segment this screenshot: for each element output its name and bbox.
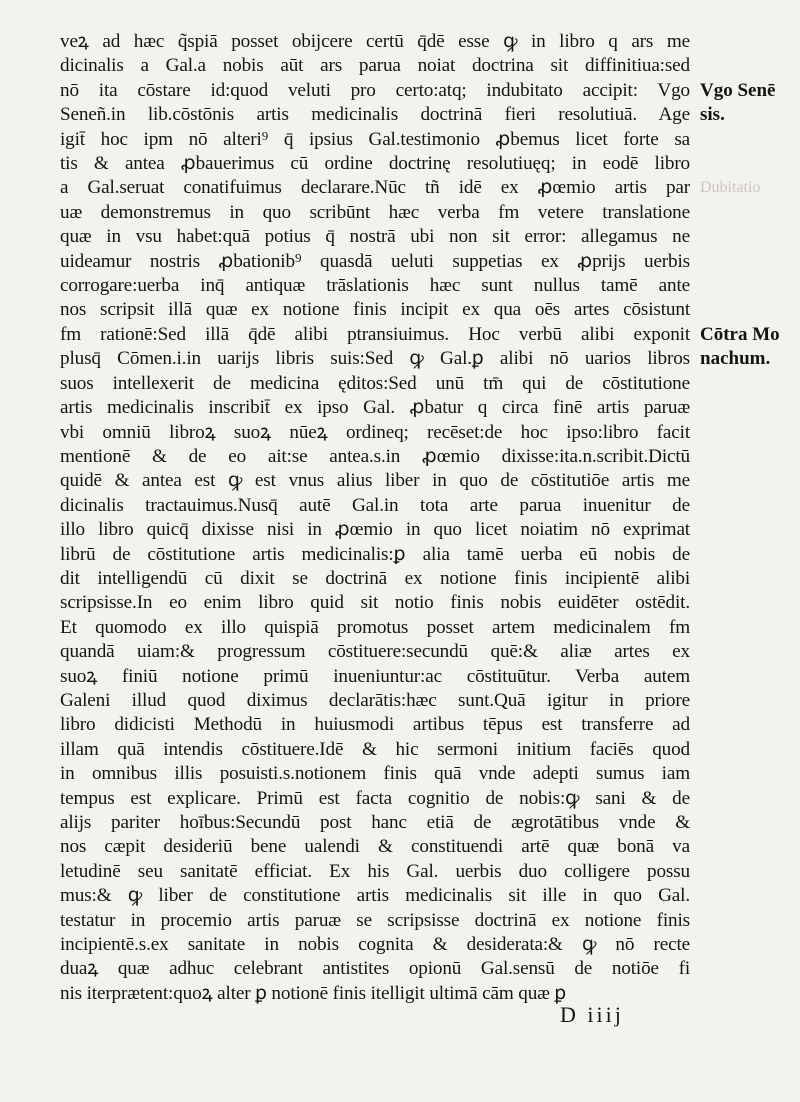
text-line: dicinalis tractauimus.Nusq̄ autē Gal.in tota arte parua inuenitur de xyxy=(60,494,690,516)
text-line: tis & antea ꝓbauerimus cū ordine doctrinę resolutiuęq; in eodē libro xyxy=(60,153,690,175)
text-line: libro didicisti Methodū in huiusmodi artibus tēpus est transferre ad xyxy=(60,714,690,736)
text-line: in omnibus illis posuisti.s.notionem finis quā vnde adepti sumus iam xyxy=(60,763,690,785)
text-line: alijs pariter hoībus:Secundū post hanc etiā de ægrotātibus vnde & xyxy=(60,812,690,833)
text-line: corrogare:uerba inq̄ antiquæ trāslationis hæc sunt nullus tamē ante xyxy=(60,275,690,297)
text-line: fm rationē:Sed illā q̄dē alibi ptransiuimus. Hoc verbū alibi exponit xyxy=(60,323,690,345)
margin-note-line: nachum. xyxy=(700,348,771,369)
text-line: dit intelligendū cū dixit se doctrinā ex notione finis incipientē alibi xyxy=(60,567,690,589)
text-line: incipientē.s.ex sanitate in nobis cognita & desiderata:& ꝙ nō recte xyxy=(60,934,690,956)
text-line: duaꝝ quæ adhuc celebrant antistites opionū Gal.sensū de notiōe fi xyxy=(60,958,690,980)
text-line: uideamur nostris ꝓbationib⁹ quasdā ueluti suppetias ex ꝓprijs uerbis xyxy=(60,250,690,272)
text-line: quæ in vsu habet:quā potius q̄ nostrā ubi non sit error: allegamus ne xyxy=(60,226,690,248)
text-line: illam quā intendis cōstituere.Idē & hic sermoni initium faciēs quod xyxy=(60,738,690,760)
text-line: veꝝ ad hæc q̃spiā posset obijcere certū q̄dē esse ꝙ in libro q ars me xyxy=(60,31,690,52)
margin-note-line: sis. xyxy=(700,104,725,125)
margin-note-line: Cōtra Mo xyxy=(700,324,780,345)
text-line: artis medicinalis inscribit̄ ex ipso Gal. ꝓbatur q circa finē artis paruæ xyxy=(60,397,690,419)
text-line: letudinē seu sanitatē efficiat. Ex his Gal. uerbis duo colligere possu xyxy=(60,860,690,882)
text-line: suos intellexerit de medicina ęditos:Sed unū tm̄ qui de cōstitutione xyxy=(60,372,690,394)
margin-note-line: Vgo Senē xyxy=(700,80,776,101)
margin-note-vgo-senensis xyxy=(700,79,796,127)
text-line: Et quomodo ex illo quispiā promotus posset artem medicinalem fm xyxy=(60,616,690,638)
text-line: librū de cōstitutione artis medicinalis:ꝑ alia tamē uerba eū nobis de xyxy=(60,543,690,565)
main-text-block xyxy=(60,30,690,1006)
signature-mark: D iiij xyxy=(560,1002,624,1027)
margin-note-line: Dubitatio xyxy=(700,179,761,196)
text-line: nos scripsit illā quæ ex notione finis incipit ex qua oēs artes cōsistunt xyxy=(60,299,690,321)
text-line: scripsisse.In eo enim libro quid sit notio finis nobis euidēter ostēdit. xyxy=(60,592,690,614)
text-line: testatur in procemio artis paruæ se scripsisse doctrinā ex notione finis xyxy=(60,909,690,931)
text-line: nō ita cōstare id:quod veluti pro certo:atq; indubitato accipit: Vgo xyxy=(60,79,690,101)
margin-note-dubitatio xyxy=(700,176,796,200)
text-line: suoꝝ finiū notione primū inueniuntur:ac cōstituūtur. Verba autem xyxy=(60,665,690,687)
text-line: quidē & antea est ꝙ est vnus alius liber in quo de cōstitutiōe artis me xyxy=(60,470,690,492)
text-line: plusq̄ Cōmen.i.in uarijs libris suis:Sed ꝙ Gal.ꝑ alibi nō uarios libros xyxy=(60,348,690,370)
text-line: Seneñ.in lib.cōstōnis artis medicinalis doctrinā fieri resolutiuā. Age xyxy=(60,104,690,126)
text-line: igit̄ hoc ipm nō alteri⁹ q̄ ipsius Gal.testimonio ꝓbemus licet forte sa xyxy=(60,128,690,150)
text-line: tempus est explicare. Primū est facta cognitio de nobis:ꝙ sani & de xyxy=(60,787,690,809)
text-line: mus:& ꝙ liber de constitutione artis medicinalis sit ille in quo Gal. xyxy=(60,885,690,907)
text-line: vbi omniū libroꝝ suoꝝ nūeꝝ ordineq; recēset:de hoc ipso:libro facit xyxy=(60,421,690,443)
margin-note-contra-monachum xyxy=(700,323,796,371)
text-line: Galeni illud quod diximus declarātis:hæc sunt.Quā igitur in priore xyxy=(60,689,690,711)
text-line: illo libro quicq̄ dixisse nisi in ꝓœmio in quo licet noiatim nō exprimat xyxy=(60,519,690,541)
text-line: a Gal.seruat conatifuimus declarare.Nūc tñ idē ex ꝓœmio artis par xyxy=(60,177,690,199)
text-line: nis iterprætent:quoꝝ alter ꝑ notionē finis itelligit ultimā cām quæ ꝑ xyxy=(60,982,567,1004)
text-line: nos cæpit desideriū bene ualendi & constituendi artē quæ bonā va xyxy=(60,836,690,858)
text-line: quandā uiam:& progressum cōstituere:secundū quē:& aliæ artes ex xyxy=(60,641,690,663)
text-line: uæ demonstremus in quo scribūnt hæc verba fm vetere translatione xyxy=(60,201,690,223)
text-line: mentionē & de eo ait:se antea.s.in ꝓœmio dixisse:ita.n.scribit.Dictū xyxy=(60,445,690,467)
text-line: dicinalis a Gal.a nobis aūt ars parua noiat doctrina sit diffinitiua:sed xyxy=(60,55,690,77)
